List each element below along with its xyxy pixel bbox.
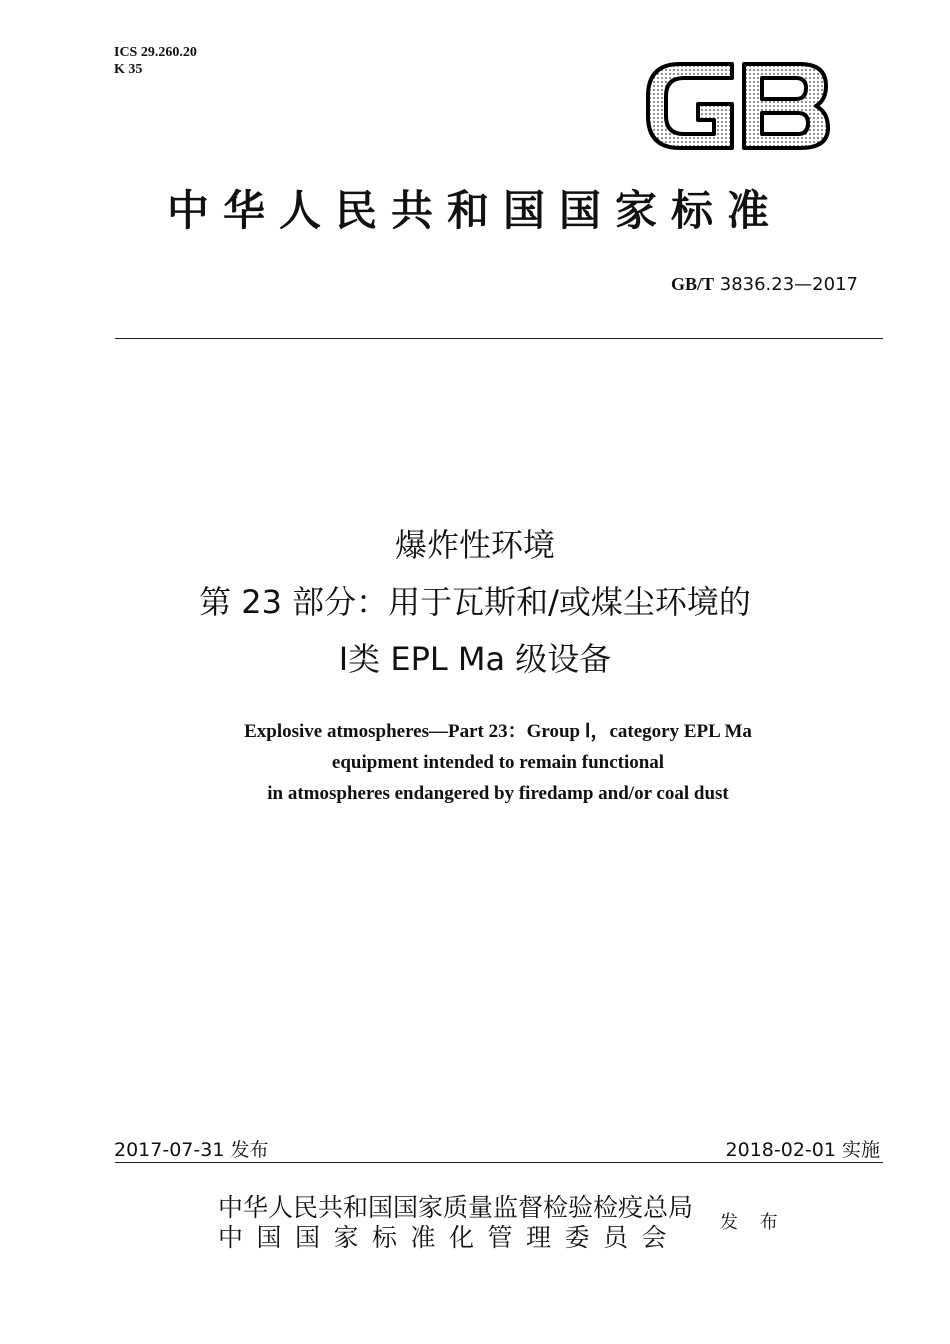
standard-prefix: GB/T (671, 274, 715, 294)
footer-divider (115, 1162, 883, 1163)
national-standard-title: 中华人民共和国国家标准 (166, 186, 783, 235)
standard-number (671, 274, 858, 295)
english-title-line-3: in atmospheres endangered by firedamp and/or coal dust (267, 783, 729, 804)
implement-date: 2018-02-01 实施 (725, 1139, 880, 1161)
english-title-line-1: Explosive atmospheres—Part 23：Group Ⅰ，category EPL Ma (244, 721, 752, 742)
english-title-line-2: equipment intended to remain functional (331, 752, 665, 773)
classification-block (114, 44, 197, 78)
issuer-sac: 中国国家标准化管理委员会 (218, 1223, 681, 1252)
header-divider (115, 338, 883, 339)
chinese-title-line-1: 爆炸性环境 (394, 526, 555, 564)
standard-code: 3836.23—2017 (719, 274, 858, 295)
chinese-title-line-3: Ⅰ类 EPL Ma 级设备 (338, 640, 612, 678)
publish-date: 2017-07-31 发布 (114, 1139, 269, 1161)
issuing-authorities (218, 1193, 693, 1253)
ics-code: ICS 29.260.20 (114, 45, 197, 60)
issuer-aqsiq: 中华人民共和国国家质量监督检验检疫总局 (218, 1193, 694, 1222)
chinese-title-line-2: 第 23 部分：用于瓦斯和/或煤尘环境的 (199, 583, 751, 621)
publish-label: 发 布 (720, 1212, 786, 1233)
gb-logo (640, 56, 836, 156)
ccs-code: K 35 (114, 62, 143, 77)
